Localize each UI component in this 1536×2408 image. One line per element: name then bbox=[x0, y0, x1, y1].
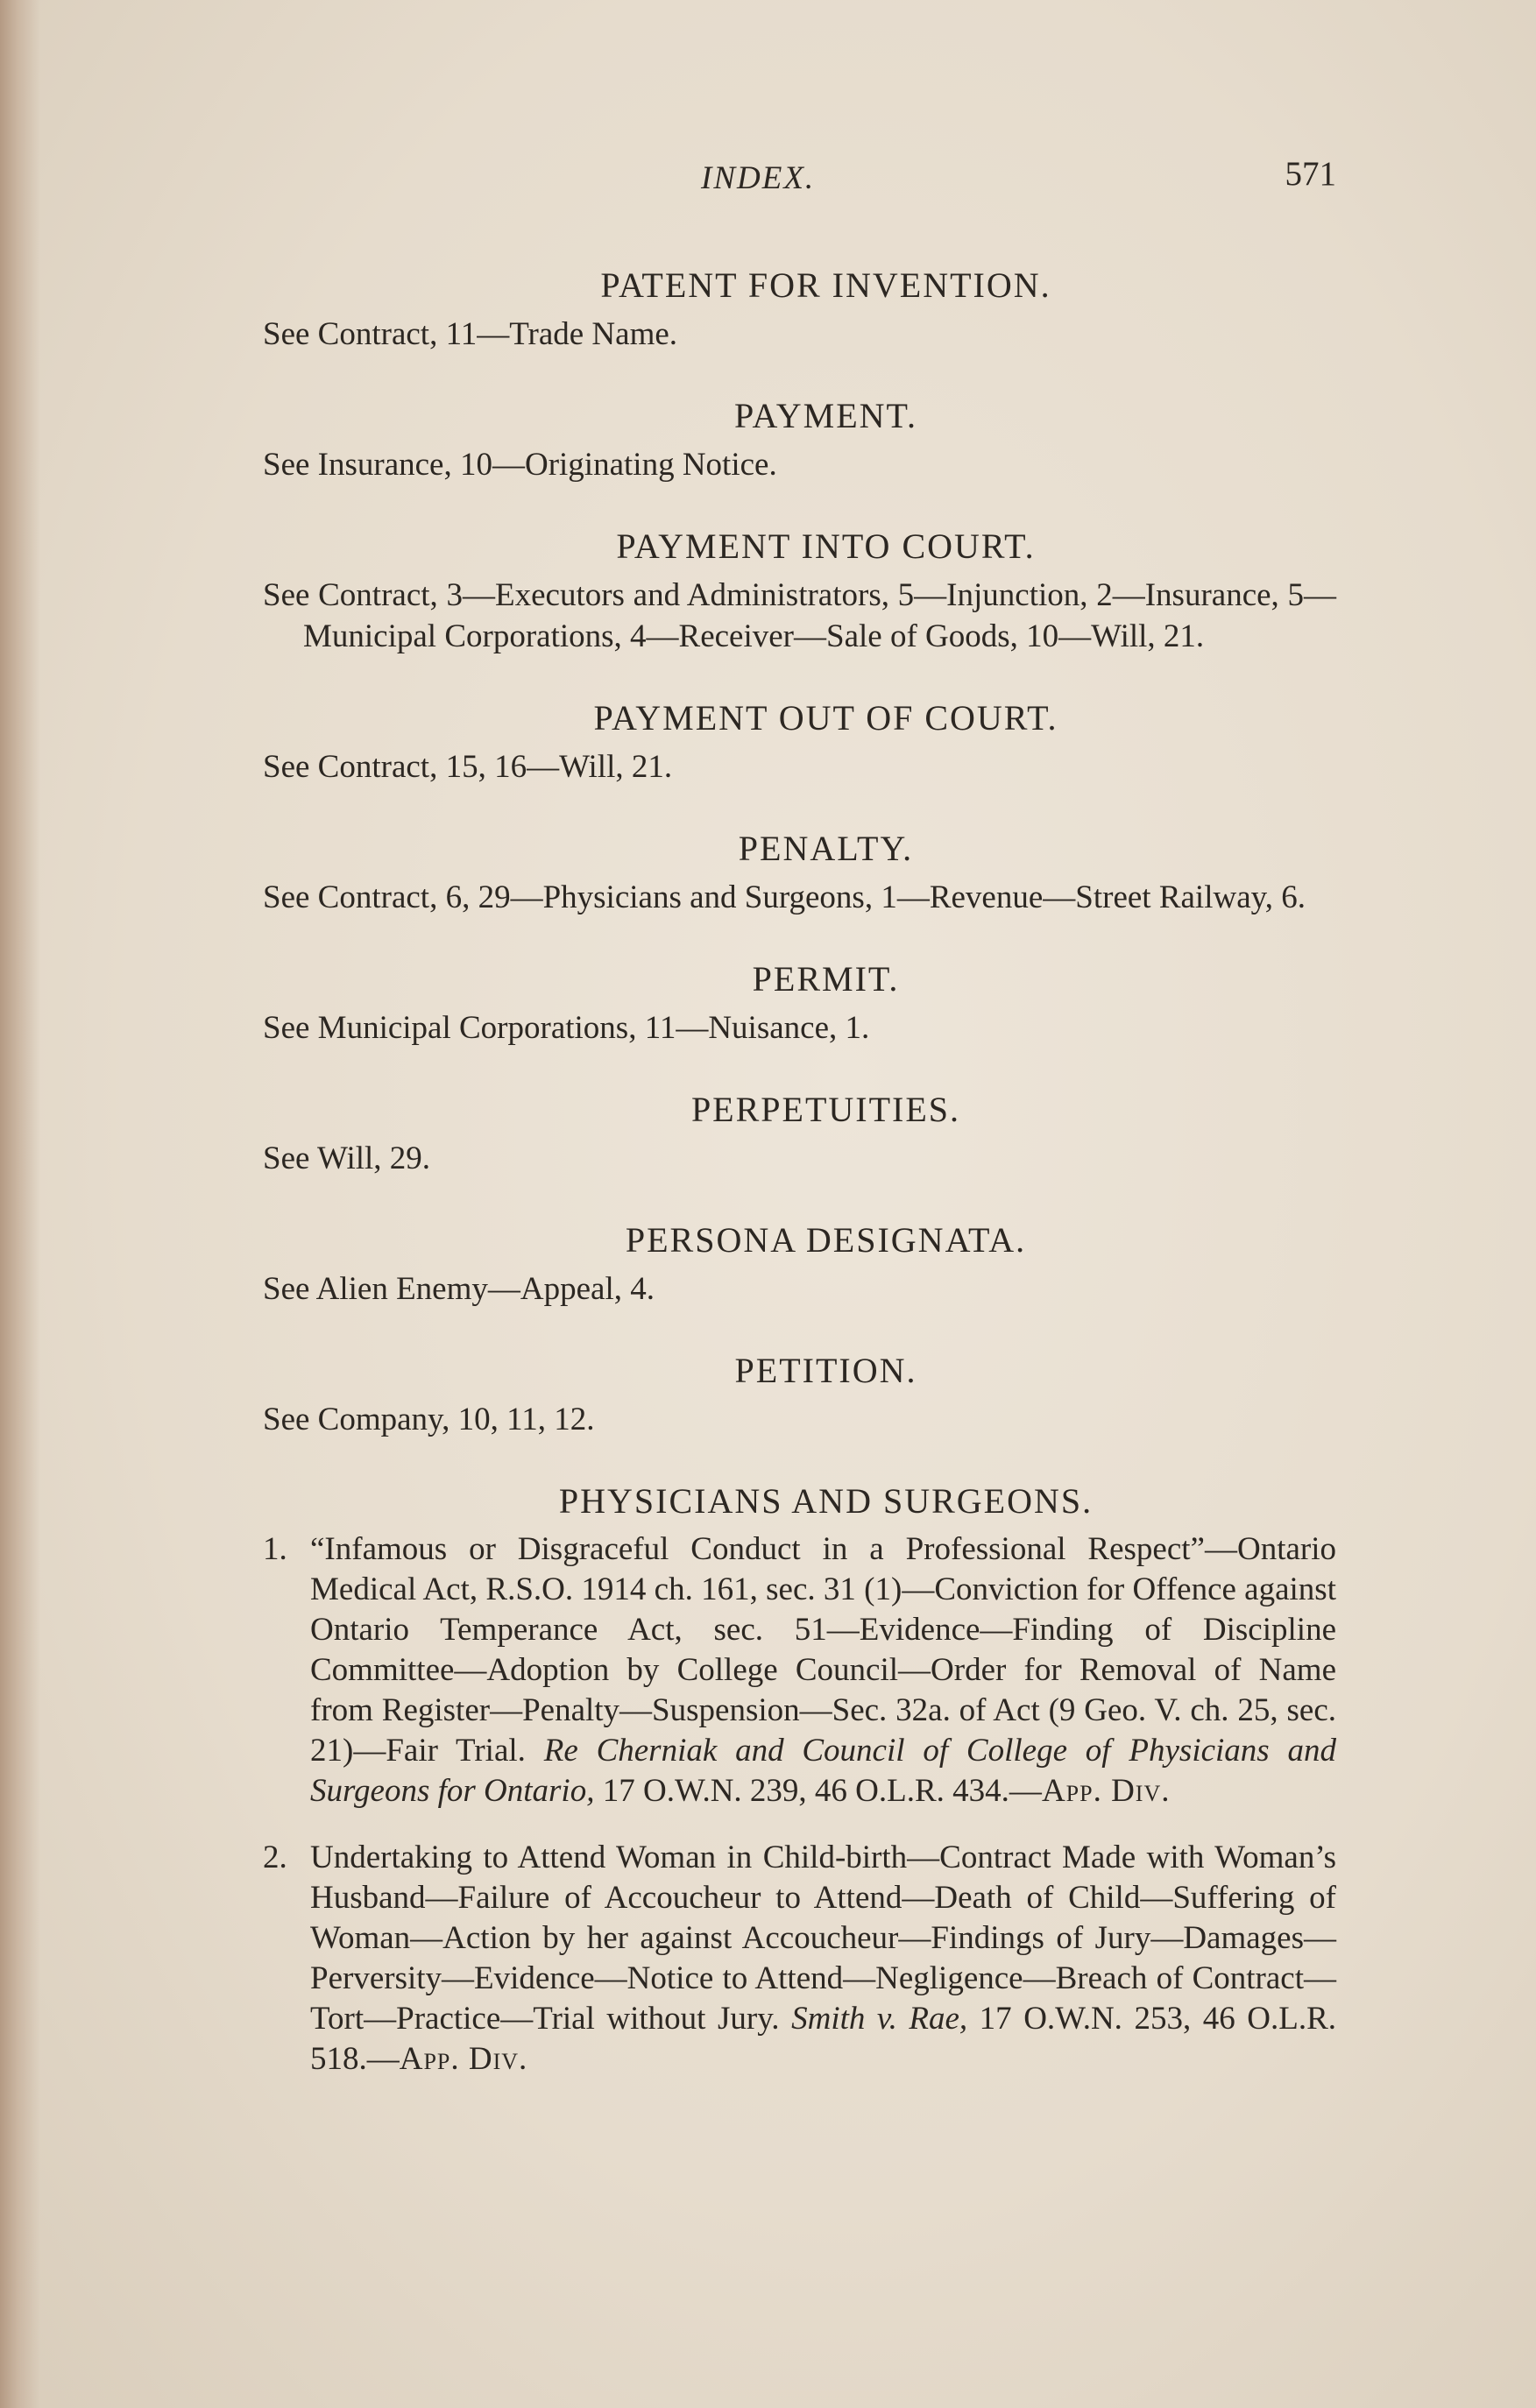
sub-entry-text bbox=[310, 1529, 1336, 1811]
entry-heading: PENALTY. bbox=[738, 829, 914, 868]
sub-entry-text bbox=[310, 1838, 1336, 2080]
index-entry-payment-out-of-court bbox=[263, 697, 1336, 787]
sub-entry bbox=[263, 1529, 1336, 1811]
entry-cross-reference: See Contract, 3—Executors and Administrators, 5—Injunction, 2—Insurance, 5—Municipal Corporations, 4—Receiver—Sale of Goods, 10—Will, 21. bbox=[263, 577, 1336, 654]
court-name: App. Div. bbox=[1041, 1773, 1171, 1809]
sub-entry-digest: “Infamous or Disgraceful Conduct in a Professional Respect”—Ontario Medical Act, R.S.O. 1914 ch. 161, sec. 31 (1)—Conviction for Offence against Ontario Temperance Act, sec. 51—Evidence—Finding of Discipline Committee—Adoption by College Council—Order for Removal of Name from Register—Penalty—Suspension—Sec. 32a. of Act (9 Geo. V. ch. 25, sec. 21)—Fair Trial. bbox=[310, 1531, 1336, 1769]
index-entry-physicians-and-surgeons bbox=[263, 1480, 1336, 2080]
page-binding-shadow bbox=[0, 0, 40, 2408]
index-entry-payment bbox=[263, 395, 1336, 485]
entry-cross-reference: See Will, 29. bbox=[263, 1140, 431, 1176]
entry-heading: PATENT FOR INVENTION. bbox=[600, 265, 1051, 305]
sub-entry-number: 2. bbox=[263, 1840, 287, 1875]
index-entry-patent-for-invention bbox=[263, 265, 1336, 355]
entry-heading: PERSONA DESIGNATA. bbox=[625, 1220, 1027, 1260]
sub-entry bbox=[263, 1838, 1336, 2080]
index-entry-persona-designata bbox=[263, 1219, 1336, 1310]
entry-heading: PAYMENT. bbox=[733, 396, 918, 435]
sub-entry-number: 1. bbox=[263, 1531, 287, 1567]
index-entry-perpetuities bbox=[263, 1089, 1336, 1179]
entry-heading: PHYSICIANS AND SURGEONS. bbox=[558, 1481, 1094, 1521]
entry-heading: PAYMENT INTO COURT. bbox=[616, 526, 1036, 566]
index-entry-permit bbox=[263, 958, 1336, 1049]
page-content bbox=[263, 149, 1336, 2120]
entry-cross-reference: See Municipal Corporations, 11—Nuisance, 1. bbox=[263, 1010, 870, 1046]
page-number: 571 bbox=[1285, 155, 1336, 193]
entry-cross-reference: See Company, 10, 11, 12. bbox=[263, 1402, 595, 1437]
case-name: Smith v. Rae, bbox=[791, 2001, 968, 2037]
case-citation: 17 O.W.N. 253, 46 O.L.R. 518.— bbox=[310, 2001, 1337, 2077]
index-entry-payment-into-court bbox=[263, 526, 1336, 657]
entry-cross-reference: See Alien Enemy—Appeal, 4. bbox=[263, 1271, 655, 1307]
entry-heading: PERPETUITIES. bbox=[690, 1090, 961, 1129]
running-title: INDEX. bbox=[701, 160, 816, 196]
sub-entry-list bbox=[263, 1529, 1336, 2080]
entry-cross-reference: See Contract, 15, 16—Will, 21. bbox=[263, 749, 673, 785]
case-name: Re Cherniak and Council of College of Physicians and Surgeons for Ontario, bbox=[310, 1733, 1337, 1809]
index-entry-penalty bbox=[263, 828, 1336, 918]
entry-cross-reference: See Contract, 6, 29—Physicians and Surgeons, 1—Revenue—Street Railway, 6. bbox=[263, 879, 1306, 915]
entry-heading: PETITION. bbox=[734, 1351, 917, 1390]
sub-entry-digest: Undertaking to Attend Woman in Child-birth—Contract Made with Woman’s Husband—Failure of Accoucheur to Attend—Death of Child—Suffering of Woman—Action by her against Accoucheur—Findings of Jury—Damages—Perversity—Evidence—Notice to Attend—Negligence—Breach of Contract—Tort—Practice—Trial without Jury. bbox=[310, 1840, 1336, 2037]
entry-cross-reference: See Insurance, 10—Originating Notice. bbox=[263, 447, 777, 483]
court-name: App. Div. bbox=[399, 2041, 528, 2077]
entry-heading: PERMIT. bbox=[752, 959, 900, 999]
entry-heading: PAYMENT OUT OF COURT. bbox=[593, 698, 1058, 738]
running-head bbox=[263, 149, 1336, 210]
case-citation: 17 O.W.N. 239, 46 O.L.R. 434.— bbox=[602, 1773, 1042, 1809]
index-entry-petition bbox=[263, 1350, 1336, 1440]
entry-cross-reference: See Contract, 11—Trade Name. bbox=[263, 316, 678, 352]
